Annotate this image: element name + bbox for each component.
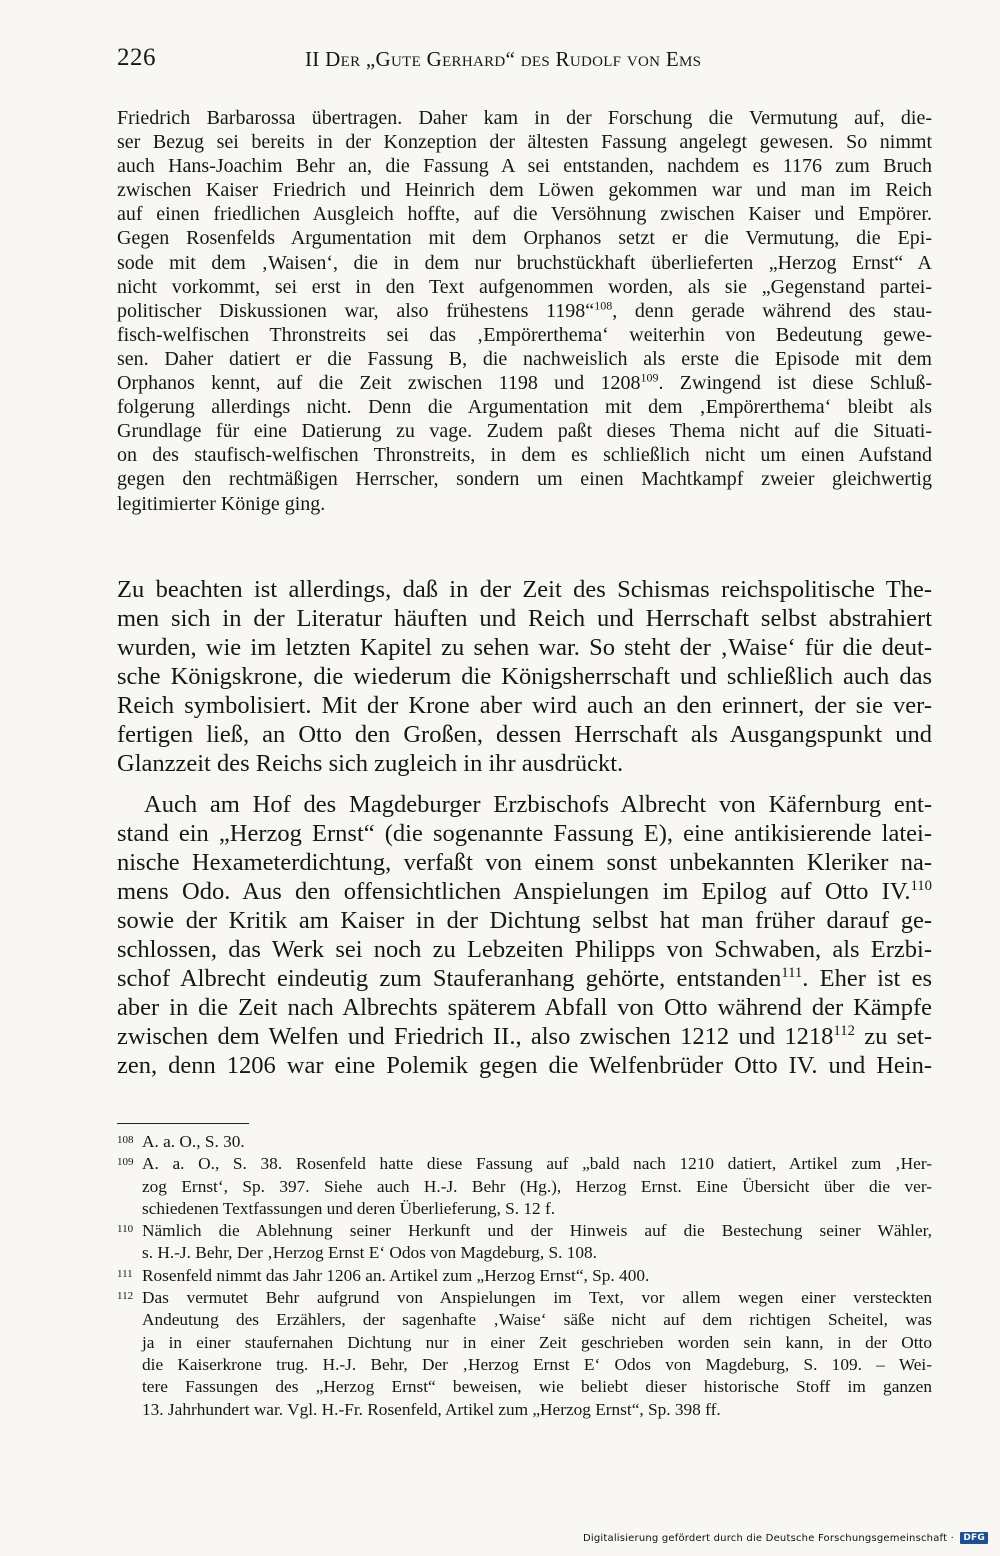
footnote-line: zog Ernst‘, Sp. 397. Siehe auch H.-J. Behr (Hg.), Herzog Ernst. Eine Übersicht über die ver- xyxy=(142,1176,932,1196)
text-segment: zu set- xyxy=(854,1023,932,1050)
text-line: sen. Daher datiert er die Fassung B, die nachweislich als erste die Episode mit dem xyxy=(117,347,932,370)
credit-text: Digitalisierung gefördert durch die Deutsche Forschungsgemeinschaft xyxy=(582,1533,948,1544)
text-line: zwischen Kaiser Friedrich und Heinrich dem Löwen gekommen war und man im Reich xyxy=(117,179,932,202)
footnote xyxy=(117,1265,932,1287)
footnote-number: 109 xyxy=(117,1156,134,1169)
text-line xyxy=(117,877,932,906)
footnote-number: 111 xyxy=(117,1267,133,1280)
footnote-number: 110 xyxy=(117,1223,134,1236)
text-line: nicht vorkommt, sei erst in den Text aufgenommen worden, als sie „Gegenstand partei- xyxy=(117,275,932,298)
text-line: folgerung allerdings nicht. Denn die Argumentation mit dem ‚Empörerthema‘ bleibt als xyxy=(117,396,932,419)
text-line: Friedrich Barbarossa übertragen. Daher kam in der Forschung die Vermutung auf, die- xyxy=(117,107,932,129)
footnote xyxy=(117,1131,932,1153)
text-line: gegen den rechtmäßigen Herrscher, sondern um einen Machtkampf zweier gleichwertig xyxy=(117,468,932,491)
text-line: Grundlage für eine Datierung zu vage. Zudem paßt dieses Thema nicht auf die Situati- xyxy=(117,420,932,443)
text-line: sowie der Kritik am Kaiser in der Dichtung selbst hat man früher darauf ge- xyxy=(117,907,932,934)
paragraph-1 xyxy=(117,575,932,778)
text-line: fisch-welfischen Thronstreits sei das ‚Empörerthema‘ weiterhin von Bedeutung gewe- xyxy=(117,323,932,346)
footnote-line: ja in einer staufernahen Dichtung nur in einer Zeit geschrieben worden sein kann, in der Otto xyxy=(142,1332,932,1352)
text-segment: . Eher ist es xyxy=(802,965,933,992)
text-line: auf einen friedlichen Ausgleich hoffte, auf die Versöhnung zwischen Kaiser und Empörer. xyxy=(117,203,932,226)
footnote-ref: 112 xyxy=(833,1022,855,1039)
footnote-line: Rosenfeld nimmt das Jahr 1206 an. Artikel zum „Herzog Ernst“, Sp. 400. xyxy=(142,1265,650,1285)
footnote-line: Das vermutet Behr aufgrund von Anspielungen im Text, vor allem wegen einer versteckten xyxy=(142,1288,932,1308)
footnote-ref: 108 xyxy=(594,298,613,313)
footnote-line: schiedenen Textfassungen und deren Überlieferung, S. 12 f. xyxy=(142,1198,556,1218)
page-header xyxy=(117,44,932,78)
text-line: stand ein „Herzog Ernst“ (die sogenannte Fassung E), eine antikisierende latei- xyxy=(117,820,932,847)
text-line: nische Hexameterdichtung, verfaßt von einem sonst unbekannten Kleriker na- xyxy=(117,849,932,876)
footnote-line: s. H.-J. Behr, Der ‚Herzog Ernst E‘ Odos von Magdeburg, S. 108. xyxy=(142,1243,597,1263)
footnote xyxy=(117,1153,932,1220)
text-line: fertigen ließ, an Otto den Großen, dessen Herrschaft als Ausgangspunkt und xyxy=(117,721,932,748)
text-line: on des staufisch-welfischen Thronstreits, in dem es schließlich nicht um einen Aufstand xyxy=(117,444,932,467)
footnote xyxy=(117,1220,932,1265)
dfg-logo-icon: DFG xyxy=(960,1532,988,1544)
footnote xyxy=(117,1287,932,1421)
text-line: Auch am Hof des Magdeburger Erzbischofs Albrecht von Käfernburg ent- xyxy=(144,791,932,818)
footnote-ref: 111 xyxy=(781,964,803,981)
text-line xyxy=(117,964,932,993)
text-segment: zwischen dem Welfen und Friedrich II., also zwischen 1212 und 1218 xyxy=(117,1023,834,1050)
text-line: Reich symbolisiert. Mit der Krone aber wird auch an den erinnert, der sie ver- xyxy=(117,692,932,719)
text-line xyxy=(117,299,932,323)
footnote-ref: 110 xyxy=(910,877,932,894)
footnote-line: tere Fassungen des „Herzog Ernst“ beweisen, wie beliebt dieser historische Stoff im ganzen xyxy=(142,1377,932,1397)
text-line: auch Hans-Joachim Behr an, die Fassung A sei entstanden, nachdem es 1176 zum Bruch xyxy=(117,155,932,178)
page-number: 226 xyxy=(117,44,156,71)
text-line: sche Königskrone, die wiederum die Königsherrschaft und schließlich auch das xyxy=(117,663,932,690)
text-line: zen, denn 1206 war eine Polemik gegen die Welfenbrüder Otto IV. und Hein- xyxy=(117,1052,932,1079)
footnote-line: A. a. O., S. 30. xyxy=(142,1132,245,1151)
text-line xyxy=(117,1022,932,1051)
block-quote xyxy=(117,106,932,516)
text-segment: Orphanos kennt, auf die Zeit zwischen 1198 und 1208 xyxy=(117,372,641,395)
digitization-credit xyxy=(583,1532,988,1544)
footnote-divider xyxy=(117,1123,249,1124)
paragraph-2 xyxy=(117,790,932,1080)
text-segment: , denn gerade während des stau- xyxy=(612,299,933,322)
text-line: aber in die Zeit nach Albrechts späterem Abfall von Otto während der Kämpfe xyxy=(117,994,932,1021)
text-line: sode mit dem ‚Waisen‘, die in dem nur bruchstückhaft überlieferten „Herzog Ernst“ A xyxy=(117,251,932,274)
footnotes xyxy=(117,1131,932,1421)
running-head: II Der „Gute Gerhard“ des Rudolf von Ems xyxy=(305,47,702,71)
footnote-line: A. a. O., S. 38. Rosenfeld hatte diese Fassung auf „bald nach 1210 datiert, Artikel zum ‚Her- xyxy=(142,1154,932,1174)
text-line: legitimierter Könige ging. xyxy=(117,492,326,515)
text-line: Gegen Rosenfelds Argumentation mit dem Orphanos setzt er die Vermutung, die Epi- xyxy=(117,227,932,250)
footnote-line: die Kaiserkrone trug. H.-J. Behr, Der ‚Herzog Ernst E‘ Odos von Magdeburg, S. 109. – Wei- xyxy=(142,1354,932,1374)
footnote-line: 13. Jahrhundert war. Vgl. H.-Fr. Rosenfeld, Artikel zum „Herzog Ernst“, Sp. 398 ff. xyxy=(142,1399,721,1419)
text-segment: mens Odo. Aus den offensichtlichen Anspielungen im Epilog auf Otto IV. xyxy=(117,878,911,905)
text-line: wurden, wie im letzten Kapitel zu sehen war. So steht der ‚Waise‘ für die deut- xyxy=(117,634,932,661)
text-segment: . Zwingend ist diese Schluß- xyxy=(658,372,932,395)
footnote-line: Nämlich die Ablehnung seiner Herkunft und der Hinweis auf die Bestechung seiner Wähler, xyxy=(142,1221,932,1241)
footnote-line: Andeutung des Erzählers, der sagenhafte ‚Waise‘ säße nicht auf dem richtigen Scheitel, was xyxy=(142,1310,932,1330)
text-line: men sich in der Literatur häuften und Reich und Herrschaft selbst abstrahiert xyxy=(117,605,932,632)
text-segment: politischer Diskussionen war, also frühestens 1198“ xyxy=(117,299,595,322)
text-line: ser Bezug sei bereits in der Konzeption der ältesten Fassung angelegt gewesen. So nimmt xyxy=(117,131,932,154)
footnote-number: 108 xyxy=(117,1134,134,1146)
text-line: schlossen, das Werk sei noch zu Lebzeiten Philipps von Schwaben, als Erzbi- xyxy=(117,936,932,963)
text-segment: schof Albrecht eindeutig zum Stauferanhang gehörte, entstanden xyxy=(117,965,782,992)
text-line: Zu beachten ist allerdings, daß in der Zeit des Schismas reichspolitische The- xyxy=(117,576,932,603)
text-line: Glanzzeit des Reichs sich zugleich in ihr ausdrückt. xyxy=(117,750,624,777)
credit-separator: · xyxy=(950,1533,954,1544)
text-line xyxy=(117,371,932,395)
footnote-ref: 109 xyxy=(640,370,659,385)
footnote-number: 112 xyxy=(117,1290,134,1303)
